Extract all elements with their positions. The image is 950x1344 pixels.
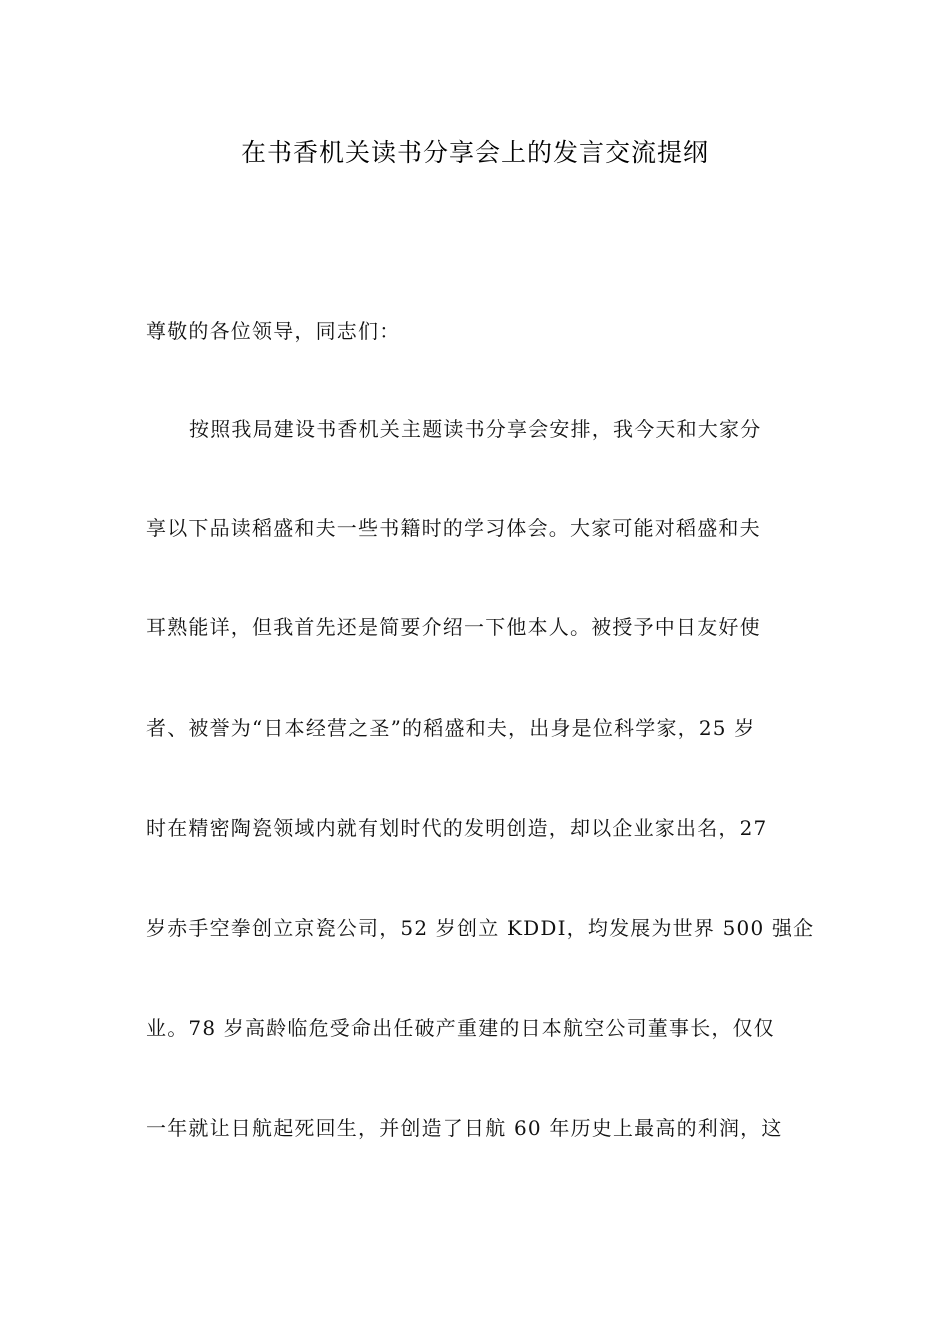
paragraph-line: 按照我局建设书香机关主题读书分享会安排，我今天和大家分 <box>189 417 762 441</box>
paragraph-line: 业。78 岁高龄临危受命出任破产重建的日本航空公司董事长，仅仅 <box>146 1016 776 1040</box>
paragraph-line: 享以下品读稻盛和夫一些书籍时的学习体会。大家可能对稻盛和夫 <box>146 516 761 540</box>
paragraph-line: 岁赤手空拳创立京瓷公司，52 岁创立 KDDI，均发展为世界 500 强企 <box>146 916 815 940</box>
paragraph-line: 者、被誉为“日本经营之圣”的稻盛和夫，出身是位科学家，25 岁 <box>146 716 756 740</box>
paragraph-line: 时在精密陶瓷领域内就有划时代的发明创造，却以企业家出名，27 <box>146 816 768 840</box>
salutation: 尊敬的各位领导，同志们： <box>146 319 401 343</box>
paragraph-line: 一年就让日航起死回生，并创造了日航 60 年历史上最高的利润，这 <box>146 1116 783 1140</box>
document-title: 在书香机关读书分享会上的发言交流提纲 <box>240 138 709 167</box>
paragraph-line: 耳熟能详，但我首先还是简要介绍一下他本人。被授予中日友好使 <box>146 615 761 639</box>
